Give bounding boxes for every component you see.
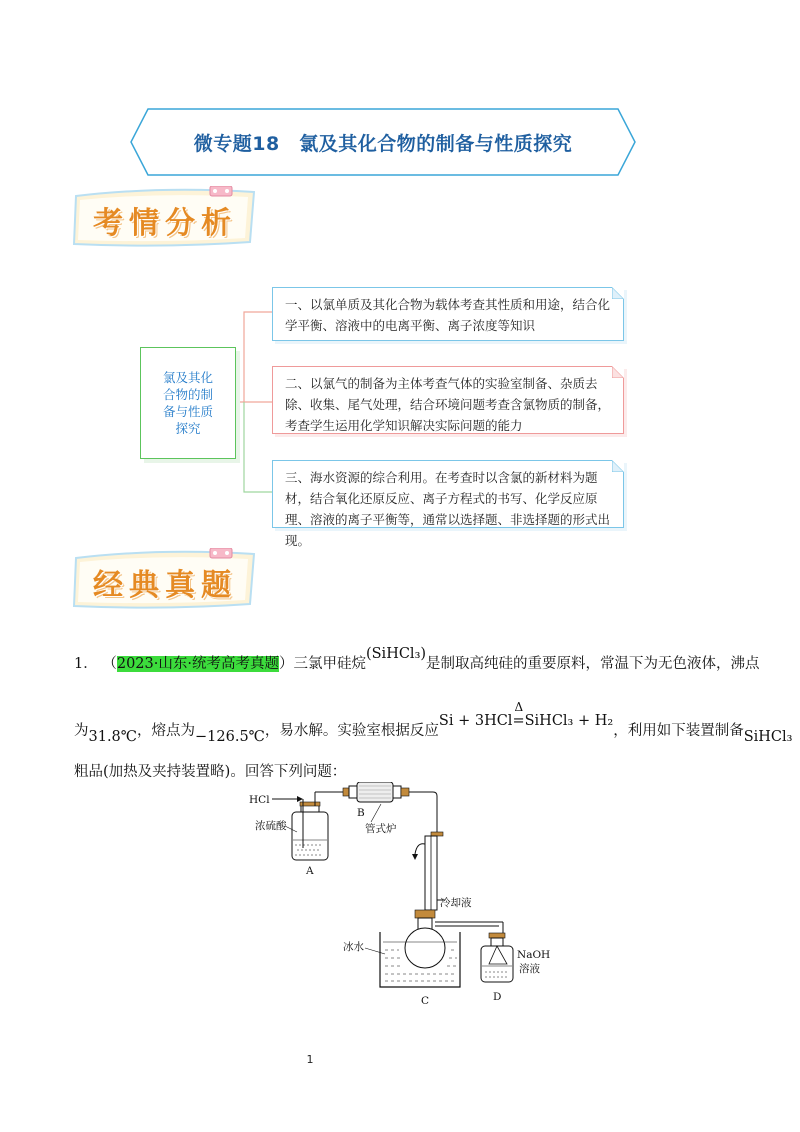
bottle-a: [292, 792, 345, 860]
page-number: 1: [306, 1053, 314, 1066]
label-c: C: [421, 995, 430, 1007]
text-mp-label: ，熔点为: [137, 723, 196, 739]
source-highlight: 2023·山东·统考高考真题: [116, 656, 279, 672]
branch-2-text: 二、以氯气的制备为主体考查气体的实验室制备、杂质去除、收集、尾气处理，结合环境问题考查含氯物质的制备，考查学生运用化学知识解决实际问题的能力: [285, 376, 611, 433]
label-naoh: NaOH: [517, 949, 551, 961]
fold-corner-icon: [612, 287, 624, 299]
label-hcl: HCl: [249, 794, 270, 806]
label-d: D: [493, 991, 502, 1003]
fold-corner-icon: [612, 366, 624, 378]
text-prepare: ，利用如下装置制备: [613, 723, 744, 739]
formula-paren: (SiHCl₃): [365, 646, 427, 662]
label-a: A: [306, 865, 314, 877]
mindmap-center-label: 氯及其化合物的制备与性质探究: [162, 370, 213, 436]
melting-point: −126.5℃: [195, 729, 265, 745]
compound-name: 三氯甲硅烷: [293, 656, 366, 672]
question-line-3: 粗品(加热及夹持装置略)。回答下列问题：: [74, 764, 347, 780]
question-line-2: [74, 700, 793, 745]
text-reaction-intro: ，易水解。实验室根据反应: [264, 723, 439, 739]
arrow-icon: [412, 854, 418, 860]
mindmap-center-node: [140, 347, 236, 459]
label-furnace: 管式炉: [365, 823, 397, 835]
reaction-right: SiHCl₃ + H₂: [524, 713, 614, 729]
mindmap-branch-1: [272, 287, 624, 341]
label-solution: 溶液: [519, 963, 540, 975]
apparatus-diagram: [245, 782, 575, 1012]
fold-corner-icon: [612, 460, 624, 472]
question-number: 1．: [74, 656, 98, 672]
label-acid: 浓硫酸: [255, 820, 287, 832]
question-text-1: 是制取高纯硅的重要原料，常温下为无色液体，沸点: [426, 656, 760, 672]
reaction-arrow: Δ =: [512, 700, 525, 729]
bottle-d: [481, 922, 513, 982]
heat-symbol: Δ: [514, 700, 524, 714]
text-wei: 为: [74, 723, 89, 739]
section-heading-analysis: 考情分析: [93, 206, 237, 241]
question-line-1: [74, 646, 760, 673]
source-close: ）: [278, 656, 294, 672]
label-ice: 冰水: [343, 941, 364, 953]
product-formula: SiHCl₃: [743, 729, 793, 745]
source-open: （: [102, 656, 117, 672]
mindmap-branch-3: [272, 460, 624, 548]
section-heading-exam: 经典真题: [93, 568, 237, 603]
label-b: B: [357, 807, 365, 819]
mindmap-connectors: [234, 300, 274, 500]
arrow-icon: [297, 796, 303, 802]
mindmap-branch-2: [272, 366, 624, 434]
boiling-point: 31.8℃: [88, 729, 138, 745]
label-coolant: 冷却液: [440, 897, 472, 909]
branch-3-text: 三、海水资源的综合利用。在考查时以含氯的新材料为题材，结合氧化还原反应、离子方程式的书写、化学反应原理、溶液的离子平衡等，通常以选择题、非选择题的形式出现。: [285, 470, 611, 548]
reaction-left: Si + 3HCl: [438, 713, 513, 729]
branch-1-text: 一、以氯单质及其化合物为载体考查其性质和用途，结合化学平衡、溶液中的电离平衡、离子浓度等知识: [285, 297, 611, 333]
page-title: 微专题18 氯及其化合物的制备与性质探究: [193, 132, 573, 155]
